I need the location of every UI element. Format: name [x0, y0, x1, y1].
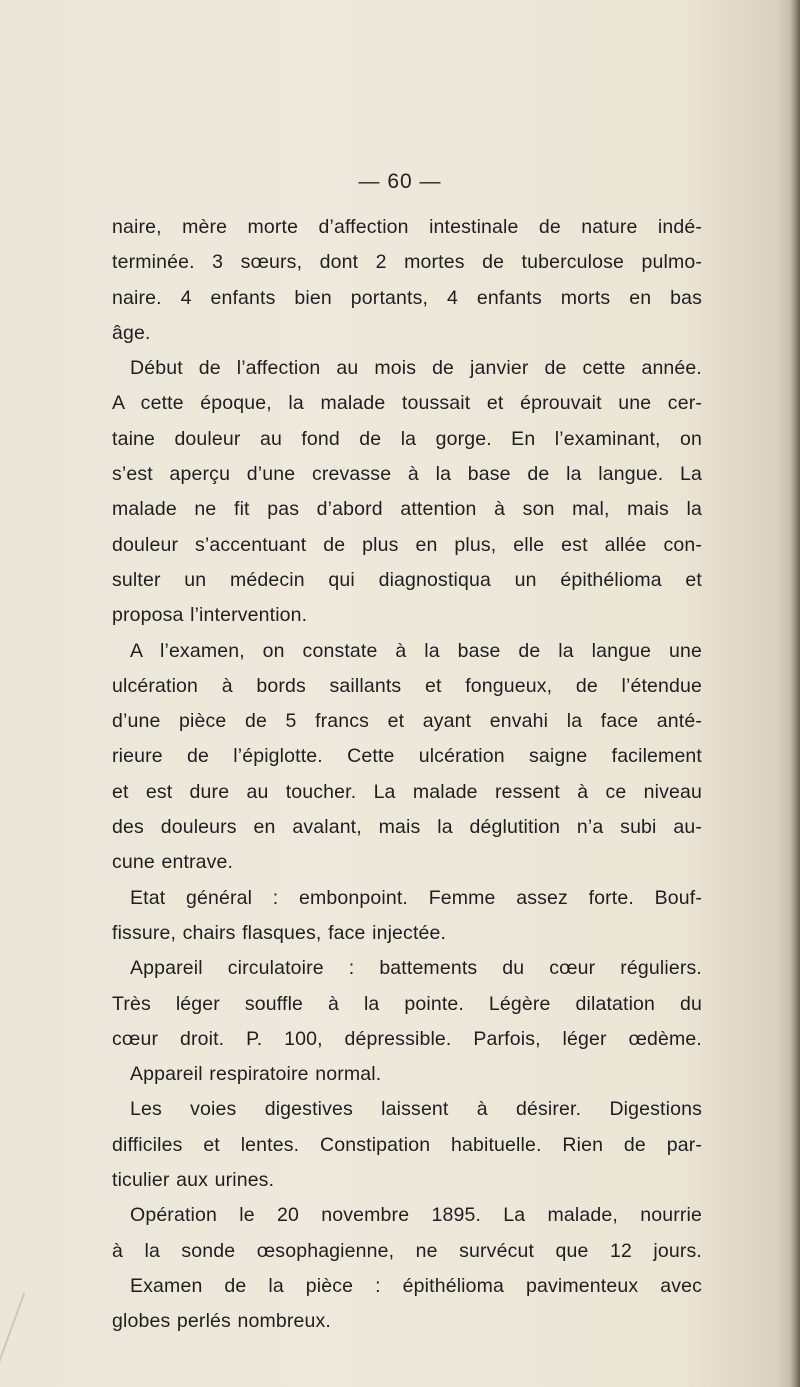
text-line: Etat général : embonpoint. Femme assez forte. Bouf- [130, 886, 702, 909]
text-line: globes perlés nombreux. [112, 1310, 331, 1333]
text-line: et est dure au toucher. La malade ressent à ce niveau [112, 780, 702, 803]
text-line: malade ne fit pas d’abord attention à son mal, mais la [112, 498, 702, 521]
text-line: ticulier aux urines. [112, 1169, 275, 1192]
text-line: terminée. 3 sœurs, dont 2 mortes de tuberculose pulmo- [112, 251, 702, 274]
text-line: ulcération à bords saillants et fongueux, de l’étendue [112, 674, 702, 697]
page-edge-shadow [790, 0, 800, 1387]
text-line: des douleurs en avalant, mais la déglutition n’a subi au- [112, 816, 702, 839]
text-line: Début de l’affection au mois de janvier de cette année. [130, 357, 702, 380]
text-line: Appareil circulatoire : battements du cœur réguliers. [130, 957, 702, 980]
text-line: naire, mère morte d’affection intestinale de nature indé- [112, 216, 702, 238]
body-text [112, 210, 702, 1340]
text-line: fissure, chairs flasques, face injectée. [112, 921, 447, 944]
text-line: difficiles et lentes. Constipation habituelle. Rien de par- [112, 1133, 702, 1156]
text-line: d’une pièce de 5 francs et ayant envahi la face anté- [112, 710, 702, 733]
text-line: A l’examen, on constate à la base de la langue une [130, 639, 702, 662]
page-number: — 60 — [358, 170, 442, 193]
text-line: Très léger souffle à la pointe. Légère dilatation du [112, 992, 702, 1015]
text-line: naire. 4 enfants bien portants, 4 enfants morts en bas [112, 286, 702, 309]
text-line: Appareil respiratoire normal. [130, 1063, 382, 1086]
text-line: Opération le 20 novembre 1895. La malade, nourrie [130, 1204, 702, 1227]
text-line: s’est aperçu d’une crevasse à la base de la langue. La [112, 463, 702, 486]
text-line: rieure de l’épiglotte. Cette ulcération saigne facilement [112, 745, 702, 768]
text-line: taine douleur au fond de la gorge. En l’examinant, on [112, 427, 702, 450]
text-line: Les voies digestives laissent à désirer. Digestions [130, 1098, 702, 1121]
text-line: cœur droit. P. 100, dépressible. Parfois, léger œdème. [112, 1027, 702, 1050]
text-line: A cette époque, la malade toussait et éprouvait une cer- [112, 392, 702, 415]
text-line: douleur s’accentuant de plus en plus, elle est allée con- [112, 533, 702, 556]
text-line: cune entrave. [112, 851, 234, 874]
text-line: Examen de la pièce : épithélioma pavimenteux avec [130, 1274, 702, 1297]
text-line: âge. [112, 321, 151, 344]
text-line: à la sonde œsophagienne, ne survécut que 12 jours. [112, 1239, 702, 1262]
paper-mark [0, 1292, 25, 1377]
text-line: proposa l’intervention. [112, 604, 308, 627]
text-line: sulter un médecin qui diagnostiqua un épithélioma et [112, 568, 702, 591]
